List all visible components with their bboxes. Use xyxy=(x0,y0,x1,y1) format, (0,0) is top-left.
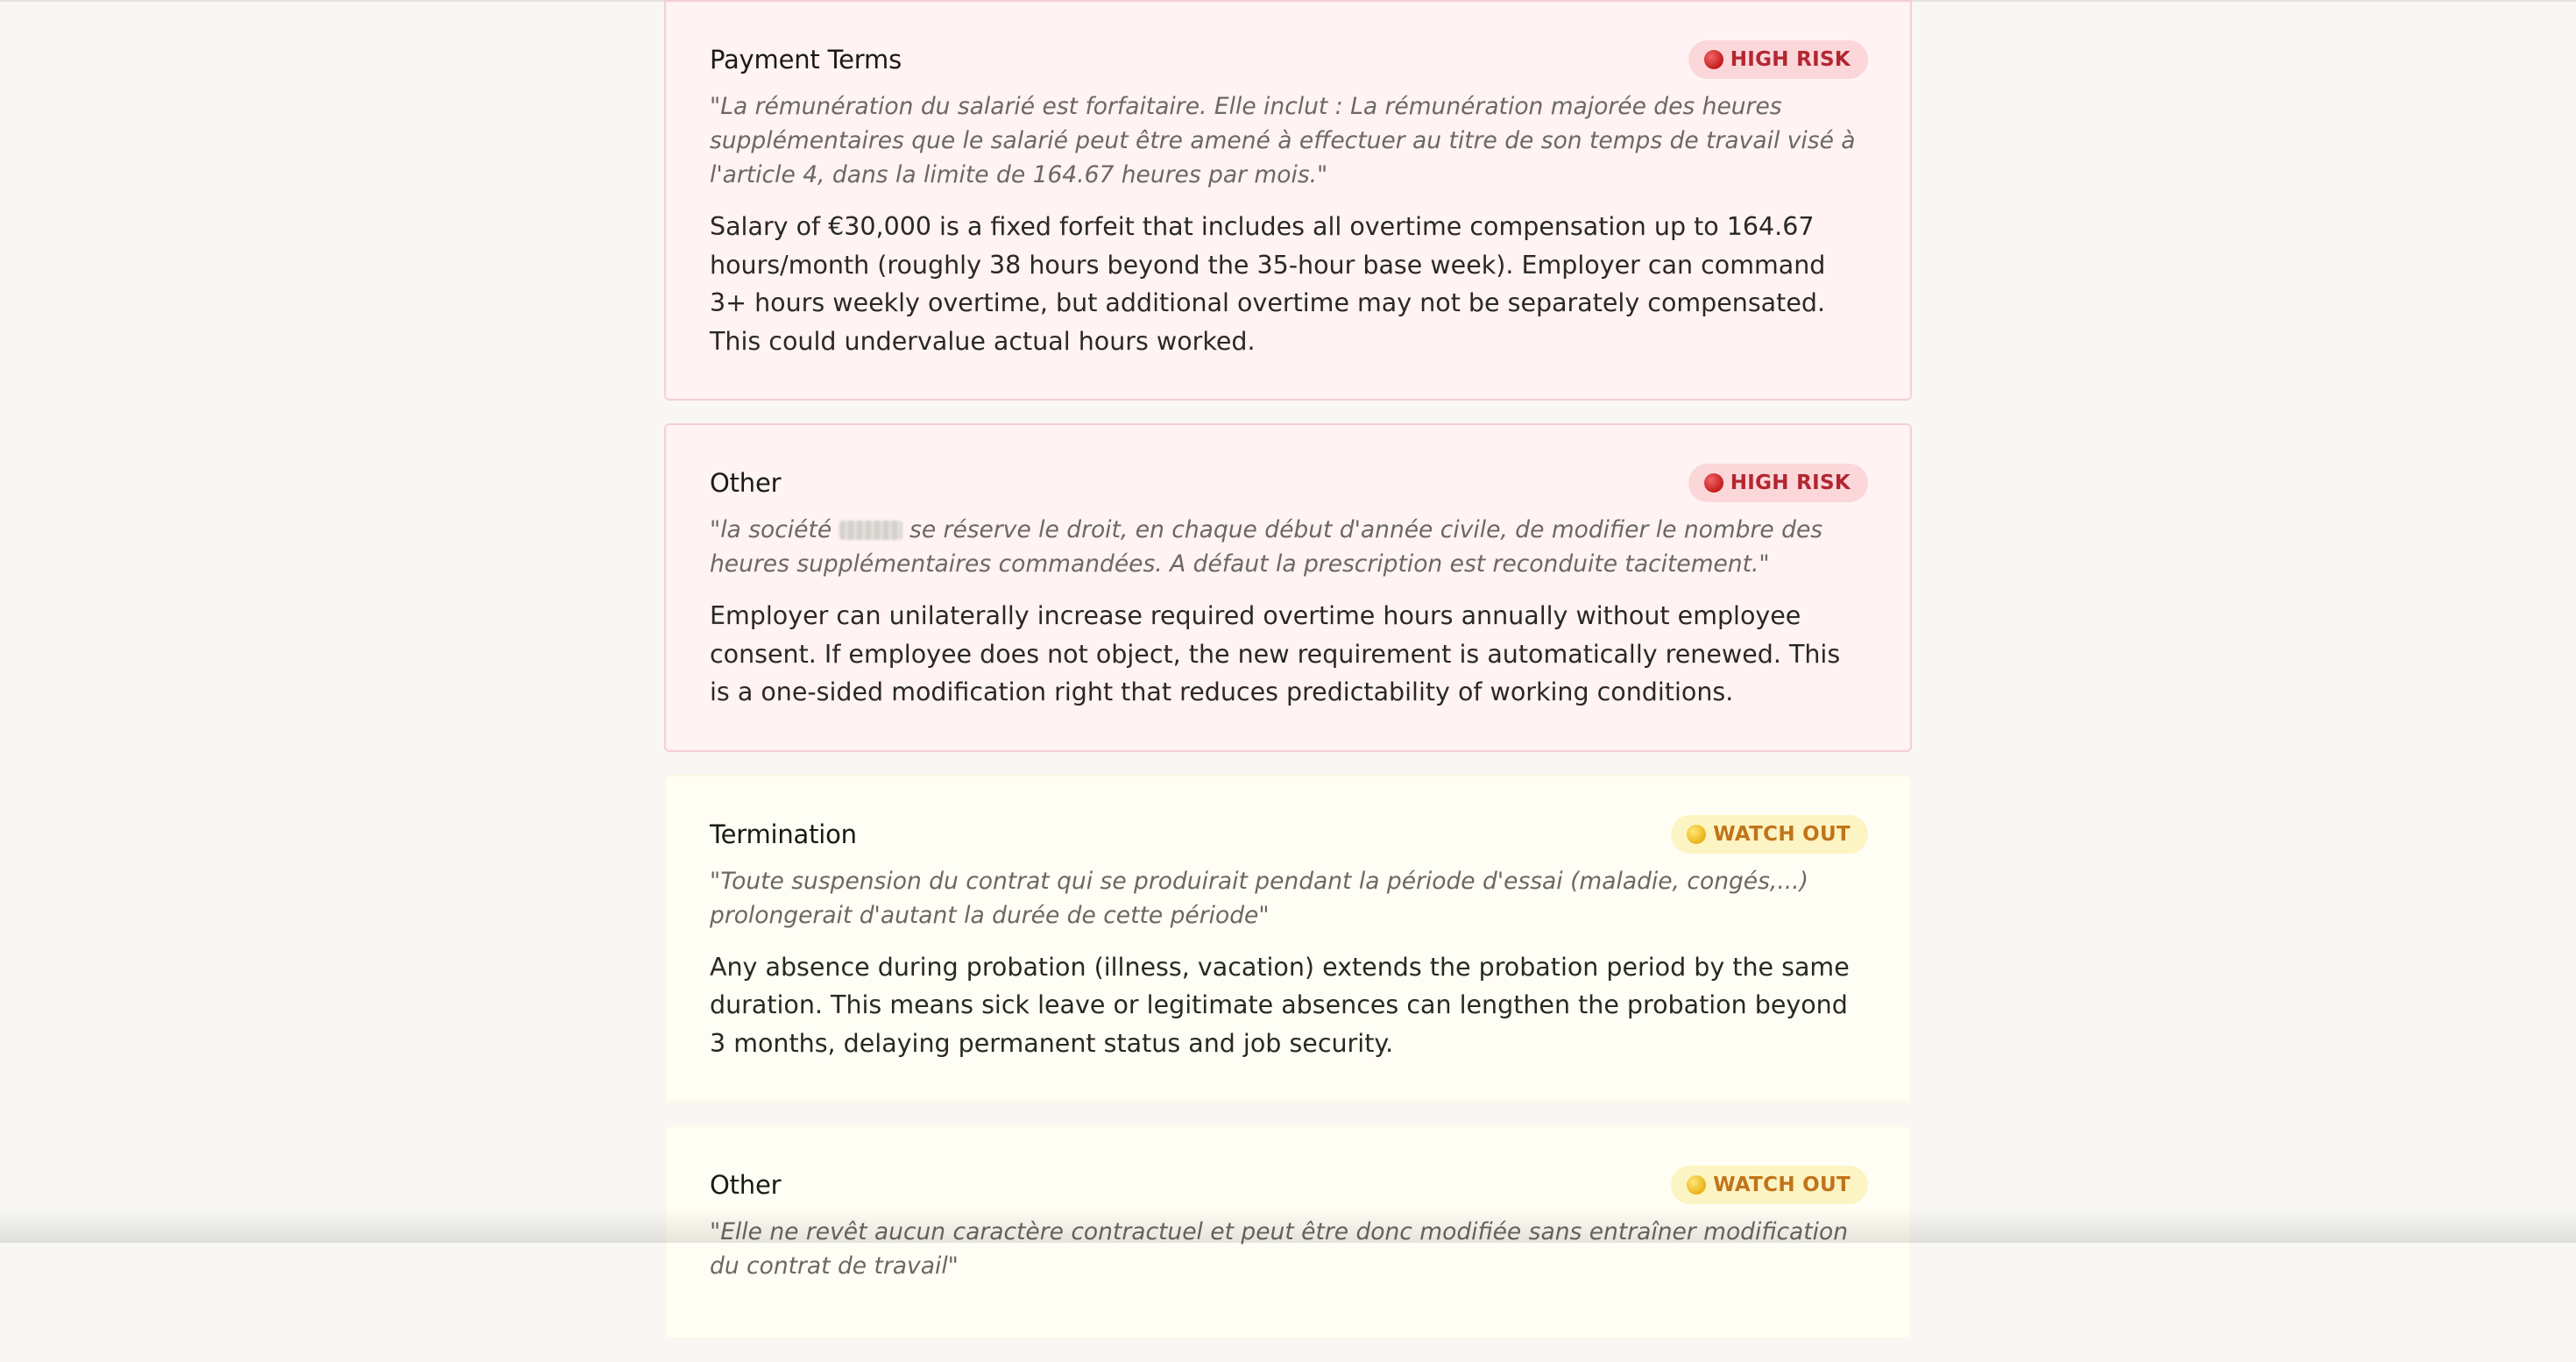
clause-quote-start: "la société xyxy=(710,516,839,543)
risk-card-payment-terms xyxy=(664,0,1912,401)
yellow-circle-icon xyxy=(1687,825,1706,844)
clause-quote: "Toute suspension du contrat qui se produirait pendant la période d'essai (maladie, congés,...) prolongerait d'autant la durée de cette période" xyxy=(710,864,1868,933)
red-circle-icon xyxy=(1704,50,1723,69)
risk-card-title: Other xyxy=(710,468,781,498)
risk-explanation: Employer can unilaterally increase required overtime hours annually without employee consent. If employee does not object, the new requirement is automatically renewed. This is a one-sided modification right that reduces predictability of working conditions. xyxy=(710,597,1868,712)
clause-quote xyxy=(710,513,1868,581)
risk-card-other-noncontractual xyxy=(664,1125,1912,1339)
red-circle-icon xyxy=(1704,473,1723,493)
watch-out-badge xyxy=(1671,1166,1868,1204)
clause-quote: "La rémunération du salarié est forfaitaire. Elle inclut : La rémunération majorée des heures supplémentaires que le salarié peut être amené à effectuer au titre de son temps de travail visé à l'article 4, dans la limite de 164.67 heures par mois." xyxy=(710,89,1868,192)
high-risk-badge xyxy=(1688,40,1868,79)
high-risk-badge xyxy=(1688,464,1868,502)
clause-quote: "Elle ne revêt aucun caractère contractuel et peut être donc modifiée sans entraîner modification du contrat de travail" xyxy=(710,1215,1868,1283)
badge-label: HIGH RISK xyxy=(1730,48,1851,71)
badge-label: WATCH OUT xyxy=(1713,1174,1851,1196)
watch-out-badge xyxy=(1671,815,1868,854)
risk-explanation: Salary of €30,000 is a fixed forfeit that includes all overtime compensation up to 164.67 hours/month (roughly 38 hours beyond the 35-hour base week). Employer can command 3+ hours weekly overtime, but additional overtime may not be separately compensated. This could undervalue actual hours worked. xyxy=(710,208,1868,360)
risk-card-title: Payment Terms xyxy=(710,45,902,74)
badge-label: HIGH RISK xyxy=(1730,472,1851,494)
badge-label: WATCH OUT xyxy=(1713,823,1851,846)
clause-quote-end: se réserve le droit, en chaque début d'année civile, de modifier le nombre des heures supplémentaires commandées. A défaut la prescription est reconduite tacitement." xyxy=(710,516,1822,578)
yellow-circle-icon xyxy=(1687,1175,1706,1195)
risk-card-other-overtime xyxy=(664,423,1912,752)
risk-explanation: Any absence during probation (illness, vacation) extends the probation period by the same duration. This means sick leave or legitimate absences can lengthen the probation beyond 3 months, delaying permanent status and job security. xyxy=(710,948,1868,1063)
risk-list xyxy=(664,0,1912,1362)
risk-card-title: Other xyxy=(710,1170,781,1200)
risk-card-termination xyxy=(664,775,1912,1103)
redacted-company-name xyxy=(839,521,902,540)
risk-card-title: Termination xyxy=(710,819,857,849)
